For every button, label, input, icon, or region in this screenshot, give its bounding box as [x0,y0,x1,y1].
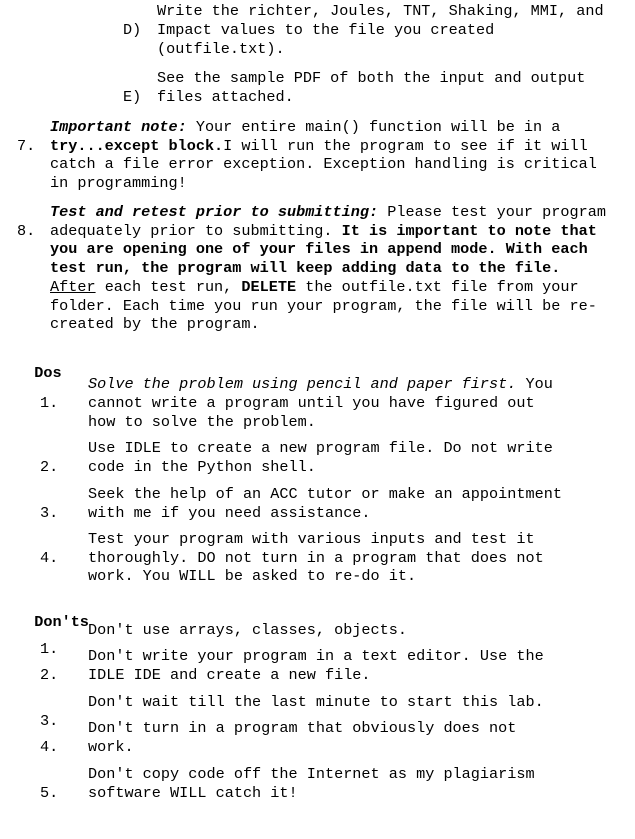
heading-text: Dos [34,363,62,382]
item-text: adequately prior to submitting. [50,222,342,240]
item-line: cannot write a program until you have figured out [88,394,535,412]
bold-text: try...except block. [50,137,224,155]
item-text: Please test your program [378,203,606,221]
bold-text: It is important to note that [341,222,597,240]
sub-item-line: Impact values to the file you created [157,21,495,39]
item-number: 4. [40,737,59,756]
item-line [50,240,588,259]
item-line [50,278,579,297]
item-line: Use IDLE to create a new program file. Do not write [88,439,553,457]
item-line: Seek the help of an ACC tutor or make an appointment [88,485,562,503]
heading-text: Don'ts [34,612,89,631]
item-line: work. You WILL be asked to re-do it. [88,567,417,585]
bold-text: test run, the program will keep adding data to the file. [50,259,561,277]
sub-item-line: See the sample PDF of both the input and output [157,69,586,87]
item-number: 8. [17,221,36,240]
item-line [50,222,597,241]
item-line: code in the Python shell. [88,458,316,476]
bold-text: DELETE [241,278,297,296]
item-line: software WILL catch it! [88,784,298,802]
item-line: thoroughly. DO not turn in a program that does not [88,549,544,567]
donts-item-5 [0,765,535,839]
item-number: 7. [17,136,36,155]
item-number: 2. [40,665,59,684]
item-text: each test run, [95,278,242,296]
item-number: 5. [40,783,59,802]
item-line: with me if you need assistance. [88,504,371,522]
item-line: IDLE IDE and create a new file. [88,666,371,684]
item-text: I will run the program to see if it will [223,137,588,155]
item-text: You [516,375,553,393]
test-retest-label: Test and retest prior to submitting: [50,203,379,221]
item-line: in programming! [50,174,187,192]
underlined-text: After [50,278,96,296]
item-number: 1. [40,639,59,658]
item-line [50,137,588,156]
item-number: 4. [40,548,59,567]
item-line: folder. Each time you run your program, the file will be re- [50,297,597,315]
item-line: work. [88,738,134,756]
item-text: Your entire main() function will be in a [186,118,561,136]
item-line [50,118,560,137]
item-line [88,375,553,394]
item-line: catch a file error exception. Exception handling is critical [50,155,597,173]
item-number: 3. [40,711,59,730]
item-line: Don't wait till the last minute to start this lab. [88,693,544,711]
item-line: Don't write your program in a text editor. Use the [88,647,544,665]
item-line [50,203,606,222]
bold-text: you are opening one of your files in append mode. With each [50,240,588,258]
item-line: created by the program. [50,315,260,333]
item-text: the outfile.txt file from your [296,278,579,296]
sub-item-marker: D) [123,20,142,39]
italic-text: Solve the problem using pencil and paper first. [88,375,517,393]
item-number: 2. [40,457,59,476]
item-line: Don't use arrays, classes, objects. [88,621,407,639]
item-line: Test your program with various inputs and test it [88,530,535,548]
sub-item-line: (outfile.txt). [157,40,285,58]
item-number: 3. [40,503,59,522]
item-line [50,259,560,278]
item-line: Don't turn in a program that obviously does not [88,719,517,737]
sub-item-line: Write the richter, Joules, TNT, Shaking, MMI, and [157,2,604,20]
item-line: Don't copy code off the Internet as my plagiarism [88,765,535,783]
donts-heading [16,594,89,631]
item-number: 1. [40,393,59,412]
sub-item-marker: E) [123,87,142,106]
item-line: how to solve the problem. [88,413,316,431]
important-note-label: Important note: [50,118,187,136]
sub-item-line: files attached. [157,88,294,106]
dos-heading [16,345,62,382]
